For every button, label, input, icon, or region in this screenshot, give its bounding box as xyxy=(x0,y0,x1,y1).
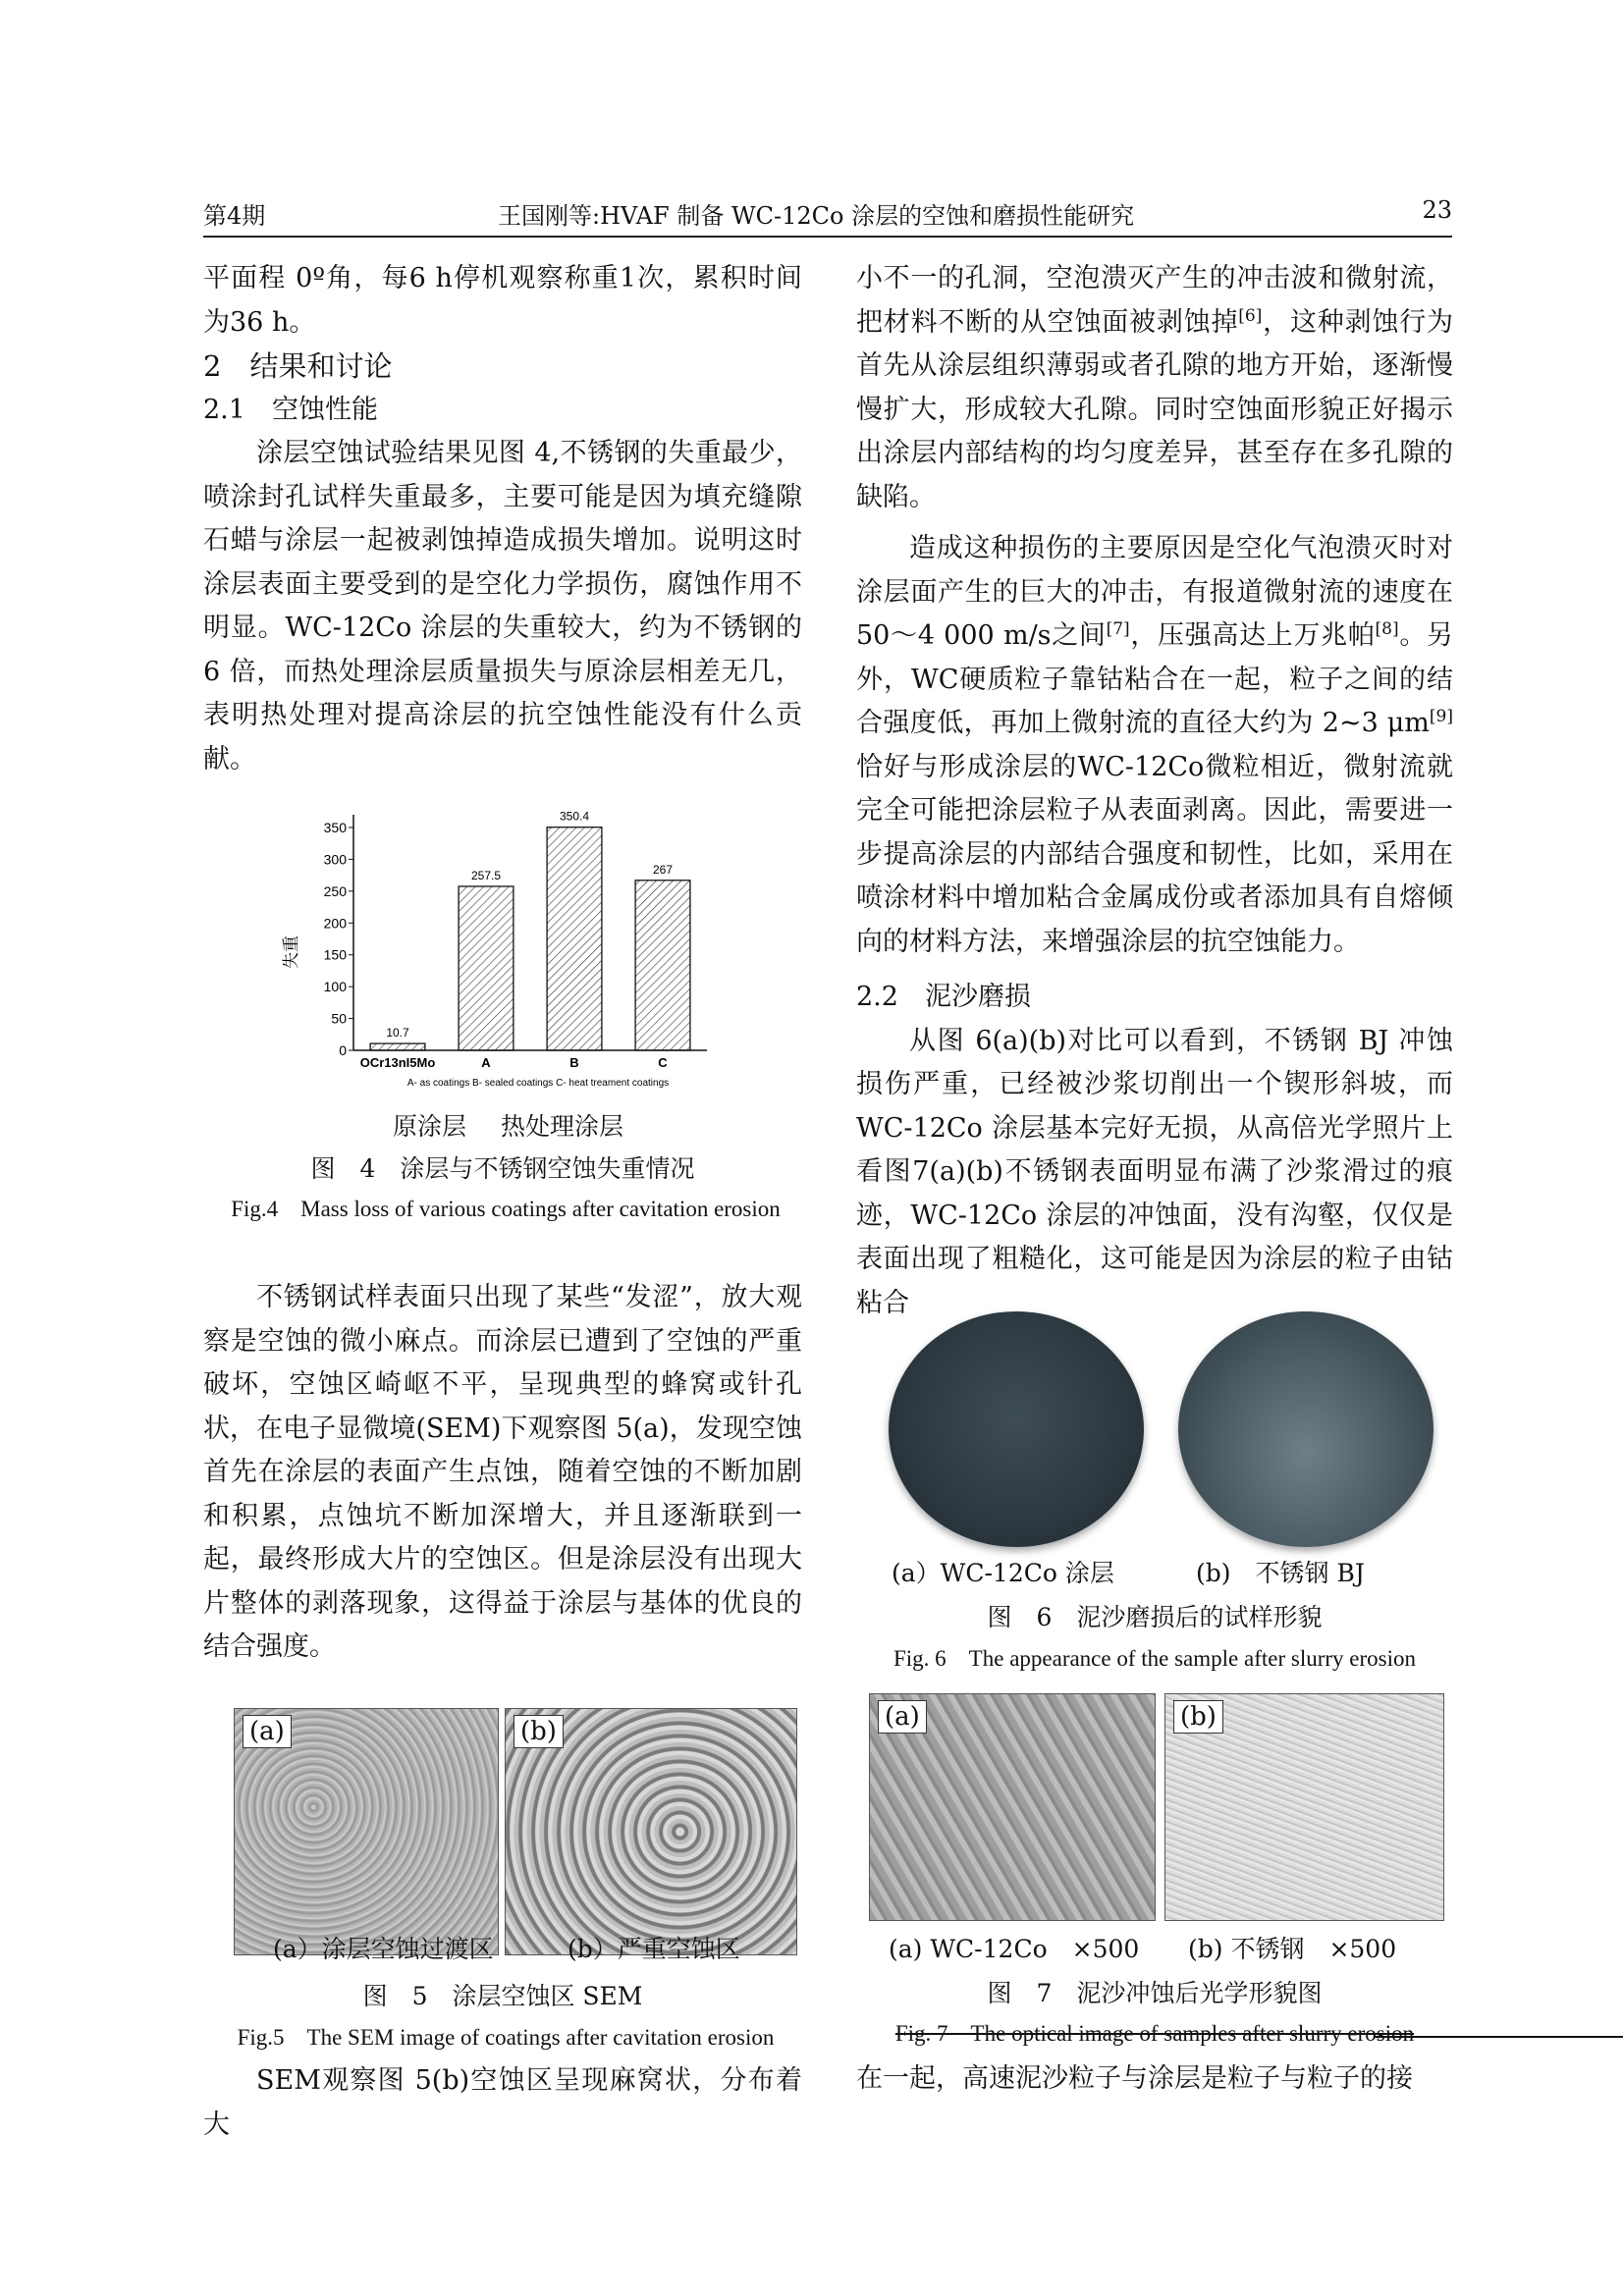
panel-label: (b) xyxy=(1173,1700,1223,1734)
panel-label: (b) xyxy=(514,1715,564,1748)
data-label: 267 xyxy=(652,862,674,877)
left-column-bottom xyxy=(203,2059,802,2147)
left-column-top xyxy=(203,257,802,781)
fig5-sub-a: (a）涂层空蚀过渡区 xyxy=(273,1935,494,1963)
fig7b-optical-image xyxy=(1164,1693,1444,1921)
y-tick-label: 100 xyxy=(323,979,347,995)
paragraph: 不锈钢试样表面只出现了某些“发涩”，放大观察是空蚀的微小麻点。而涂层已遭到了空蚀的严重破坏，空蚀区崎岖不平，呈现典型的蜂窝或针孔状，在电子显微境(SEM)下观察图 5(a)，发现空蚀首先在涂层的表面产生点蚀，随着空蚀的不断加剧和积累，点蚀坑不断加深增大，并且逐渐联到一起，最终形成大片的空蚀区。但是涂层没有出现大片整体的剥落现象，这得益于涂层与基体的优良的结合强度。 xyxy=(203,1282,802,1662)
fig5a-sem-image xyxy=(234,1708,499,1955)
sample-disc-stainless xyxy=(1178,1311,1434,1547)
paragraph: 小不一的孔洞，空泡溃灭产生的冲击波和微射流，把材料不断的从空蚀面被剥蚀掉[6]，这种剥蚀行为首先从涂层组织薄弱或者孔隙的地方开始，逐渐慢慢扩大，形成较大孔隙。同时空蚀面形貌正好揭示出涂层内部结构的均匀度差异，甚至存在多孔隙的缺陷。 xyxy=(856,263,1454,512)
panel-label: (a) xyxy=(878,1700,927,1734)
right-column-bottom xyxy=(856,2057,1453,2102)
data-label: 350.4 xyxy=(559,809,590,824)
section-heading: 2 结果和讨论 xyxy=(203,349,393,383)
paragraph: 在一起，高速泥沙粒子与涂层是粒子与粒子的接 xyxy=(856,2063,1413,2094)
fig4-chart xyxy=(275,795,727,1109)
y-tick-label: 250 xyxy=(323,882,347,899)
fig4-caption-en: Fig.4 Mass loss of various coatings after cavitation erosion xyxy=(231,1197,781,1221)
fig7-caption-en: Fig. 7 The optical image of samples after slurry erosion xyxy=(894,2021,1415,2046)
running-title: 王国刚等:HVAF 制备 WC-12Co 涂层的空蚀和磨损性能研究 xyxy=(498,202,1135,230)
y-tick-label: 0 xyxy=(339,1042,347,1058)
paragraph: SEM观察图 5(b)空蚀区呈现麻窝状，分布着大 xyxy=(203,2065,802,2140)
y-tick-label: 350 xyxy=(323,819,347,835)
fig5-caption-en: Fig.5 The SEM image of coatings after cavitation erosion xyxy=(237,2025,775,2050)
fig5-caption-cn: 图 5 涂层空蚀区 SEM xyxy=(362,1982,643,2010)
fig4-sub-a: 原涂层 xyxy=(393,1112,467,1141)
rule-line xyxy=(1375,2036,1623,2038)
running-header xyxy=(203,196,1452,232)
fig7a-optical-image xyxy=(869,1693,1156,1921)
x-tick-label: B xyxy=(569,1055,579,1070)
fig7-sub-b: (b) 不锈钢 ×500 xyxy=(1188,1935,1397,1963)
bar xyxy=(635,881,690,1050)
sample-disc-coating xyxy=(889,1311,1144,1547)
bar xyxy=(459,886,514,1050)
fig7-sub-a: (a) WC-12Co ×500 xyxy=(889,1935,1140,1963)
page-number: 23 xyxy=(1422,196,1452,224)
bar xyxy=(547,828,602,1050)
fig5b-sem-image xyxy=(505,1708,797,1955)
y-tick-label: 300 xyxy=(323,851,347,868)
panel-label: (a) xyxy=(243,1715,292,1748)
fig4-caption-cn: 图 4 涂层与不锈钢空蚀失重情况 xyxy=(310,1154,695,1183)
issue-number: 第4期 xyxy=(203,202,266,230)
bar-chart xyxy=(275,795,727,1109)
fig6-sub-b: (b) 不锈钢 BJ xyxy=(1196,1559,1365,1587)
header-rule xyxy=(203,236,1452,238)
left-column-middle xyxy=(203,1276,802,1670)
fig6-sub-a: (a）WC-12Co 涂层 xyxy=(892,1559,1114,1587)
fig6-caption-cn: 图 6 泥沙磨损后的试样形貌 xyxy=(987,1603,1323,1631)
fig7-caption-cn: 图 7 泥沙冲蚀后光学形貌图 xyxy=(987,1979,1323,2007)
paragraph: 涂层空蚀试验结果见图 4,不锈钢的失重最少，喷涂封孔试样失重最多，主要可能是因为填充缝隙石蜡与涂层一起被剥蚀掉造成损失增加。说明这时涂层表面主要受到的是空化力学损伤，腐蚀作用不明显。WC-12Co 涂层的失重较大，约为不锈钢的 6 倍，而热处理涂层质量损失与原涂层相差无几，表明热处理对提高涂层的抗空蚀性能没有什么贡献。 xyxy=(203,438,802,774)
y-tick-label: 50 xyxy=(331,1010,347,1027)
paragraph: 从图 6(a)(b)对比可以看到，不锈钢 BJ 冲蚀损伤严重，已经被沙浆切削出一个锲形斜坡，而 WC-12Co 涂层基本完好无损，从高倍光学照片上看图7(a)(b)不锈钢表面明显布满了沙浆滑过的痕迹，WC-12Co 涂层的冲蚀面，没有沟壑，仅仅是表面出现了粗糙化，这可能是因为涂层的粒子由钴粘合 xyxy=(856,1025,1453,1318)
data-label: 10.7 xyxy=(386,1026,409,1041)
fig6-photo xyxy=(869,1306,1448,1561)
fig6-caption-en: Fig. 6 The appearance of the sample after slurry erosion xyxy=(893,1646,1416,1671)
y-tick-label: 150 xyxy=(323,946,347,963)
right-column-top xyxy=(856,257,1453,1325)
y-tick-label: 200 xyxy=(323,915,347,932)
y-axis-label: 失重 xyxy=(282,935,300,969)
bar xyxy=(370,1043,425,1050)
legend-note: A- as coatings B- sealed coatings C- heat treament coatings xyxy=(406,1078,670,1089)
paragraph: 造成这种损伤的主要原因是空化气泡溃灭时对涂层面产生的巨大的冲击，有报道微射流的速度在 50～4 000 m/s之间[7]，压强高达上万兆帕[8]。另外，WC硬质粒子靠钴粘合在一起，粒子之间的结合强度低，再加上微射流的直径大约为 2~3 μm[9]恰好与形成涂层的WC-12Co微粒相近，微射流就完全可能把涂层粒子从表面剥离。因此，需要进一步提高涂层的内部结合强度和韧性，比如，采用在喷涂材料中增加粘合金属成份或者添加具有自熔倾向的材料方法，来增强涂层的抗空蚀能力。 xyxy=(856,533,1454,957)
x-tick-label: OCr13nI5Mo xyxy=(359,1055,436,1070)
subsection-heading: 2.2 泥沙磨损 xyxy=(856,982,1031,1012)
subsection-heading: 2.1 空蚀性能 xyxy=(203,394,378,425)
data-label: 257.5 xyxy=(470,868,502,882)
fig5-sub-b: (b）严重空蚀区 xyxy=(568,1935,740,1963)
intro-paragraph: 平面程 0º角，每6 h停机观察称重1次，累积时间为36 h。 xyxy=(203,263,802,338)
fig4-sub-b: 热处理涂层 xyxy=(501,1112,624,1141)
x-tick-label: C xyxy=(658,1055,668,1070)
x-tick-label: A xyxy=(481,1055,491,1070)
